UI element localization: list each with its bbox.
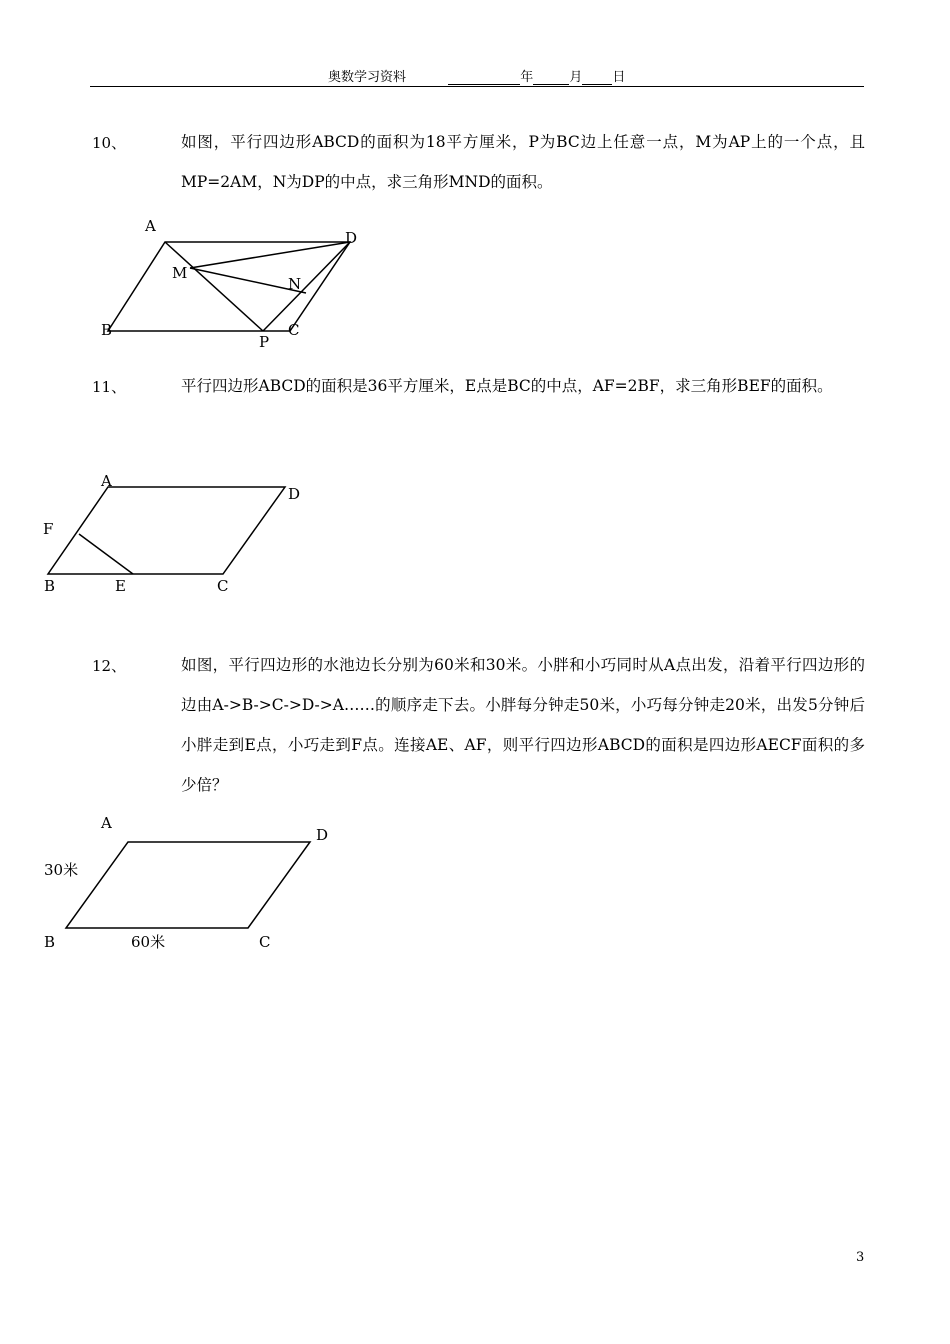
month-blank — [533, 72, 569, 85]
label-a: A — [145, 217, 156, 235]
problem-12-text: 如图，平行四边形的水池边长分别为60米和30米。小胖和小巧同时从A点出发，沿着平行四边形的边由A->B->C->D->A……的顺序走下去。小胖每分钟走50米，小巧每分钟走20米，出发5分钟后小胖走到E点，小巧走到F点。连接AE、AF，则平行四边形ABCD的面积是四边形AECF面积的多少倍？ — [181, 656, 865, 794]
segment-ap — [165, 242, 263, 331]
label-e: E — [115, 577, 126, 595]
problem-10-text: 如图，平行四边形ABCD的面积为18平方厘米，P为BC边上任意一点，M为AP上的一个点，且MP=2AM，N为DP的中点，求三角形MND的面积。 — [181, 133, 865, 191]
label-m: M — [172, 264, 188, 282]
year-label: 年 — [520, 70, 534, 85]
label-c: C — [217, 577, 229, 595]
label-b: B — [44, 933, 56, 951]
page-number: 3 — [856, 1250, 865, 1265]
label-p: P — [259, 333, 270, 351]
label-n: N — [288, 275, 302, 293]
label-a: A — [101, 814, 112, 832]
year-blank — [448, 72, 520, 85]
problem-11-number: 11、 — [92, 378, 127, 396]
label-side-ab: 30米 — [44, 861, 79, 879]
label-side-bc: 60米 — [131, 933, 166, 951]
problem-10-number: 10、 — [92, 134, 127, 152]
parallelogram-abcd — [66, 842, 310, 928]
label-b: B — [101, 321, 113, 339]
label-d: D — [316, 826, 329, 844]
segment-fe — [79, 534, 133, 574]
problem-11-figure — [35, 470, 315, 600]
segment-md — [190, 242, 350, 268]
day-blank — [582, 72, 612, 85]
parallelogram-abcd — [48, 487, 285, 574]
problem-10-figure — [95, 210, 375, 355]
parallelogram-abcd — [108, 242, 350, 331]
month-label: 月 — [569, 70, 583, 85]
problem-12-figure — [35, 810, 345, 960]
problem-11-text: 平行四边形ABCD的面积是36平方厘米，E点是BC的中点，AF=2BF，求三角形BEF的面积。 — [181, 377, 833, 395]
label-d: D — [288, 485, 301, 503]
header-text — [328, 66, 625, 85]
problem-12-number: 12、 — [92, 657, 127, 675]
page-header — [90, 64, 864, 87]
label-c: C — [288, 321, 300, 339]
day-label: 日 — [612, 70, 626, 85]
header-title: 奥数学习资料 — [328, 70, 407, 85]
label-d: D — [345, 229, 358, 247]
label-f: F — [43, 520, 54, 538]
label-b: B — [44, 577, 56, 595]
label-a: A — [101, 472, 112, 490]
label-c: C — [259, 933, 271, 951]
